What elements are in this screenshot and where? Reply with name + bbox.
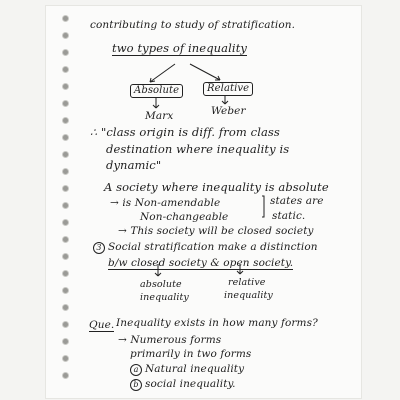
point-line-1: Social stratification make a distinction bbox=[108, 241, 318, 253]
binder-hole bbox=[63, 339, 68, 344]
note-heading: contributing to study of stratification. bbox=[90, 19, 296, 31]
point-line-2: b/w closed society & open society. bbox=[108, 257, 294, 269]
non-amendable: → is Non-amendable bbox=[110, 197, 221, 209]
item-a-marker: a bbox=[130, 364, 142, 376]
absolute-label: absolute bbox=[140, 279, 182, 290]
binder-hole bbox=[63, 322, 68, 327]
binder-hole bbox=[63, 237, 68, 242]
binder-hole bbox=[63, 356, 68, 361]
binder-hole bbox=[63, 254, 68, 259]
type-absolute-box: Absolute bbox=[130, 84, 183, 98]
binder-hole bbox=[63, 152, 68, 157]
item-b-text: social inequality. bbox=[145, 378, 236, 390]
point-3 bbox=[93, 241, 318, 254]
binder-hole bbox=[63, 169, 68, 174]
section-title: two types of inequality bbox=[112, 41, 248, 55]
bullet-dots: ∴ bbox=[90, 126, 98, 139]
binder-hole bbox=[63, 16, 68, 21]
question-text: Inequality exists in how many forms? bbox=[116, 317, 318, 329]
non-changeable: Non-changeable bbox=[140, 211, 229, 223]
relative-inequality-label: inequality bbox=[224, 290, 273, 301]
binder-hole bbox=[63, 288, 68, 293]
answer-line-2: primarily in two forms bbox=[130, 348, 252, 360]
item-b-marker: b bbox=[130, 379, 142, 391]
type-relative-box: Relative bbox=[203, 82, 253, 96]
absolute-inequality-label: inequality bbox=[140, 292, 189, 303]
binder-hole bbox=[63, 84, 68, 89]
point-number-circle: 3 bbox=[93, 242, 105, 254]
binder-hole bbox=[63, 203, 68, 208]
binder-hole bbox=[63, 101, 68, 106]
quote-line-2: destination where inequality is bbox=[106, 142, 290, 156]
states-are: states are bbox=[270, 195, 324, 207]
question-label: Que. bbox=[89, 319, 115, 331]
static-label: static. bbox=[272, 210, 306, 222]
answer-item-b bbox=[130, 378, 236, 391]
closed-society-line: → This society will be closed society bbox=[118, 225, 314, 237]
answer-line-1: → Numerous forms bbox=[118, 334, 222, 346]
binder-hole bbox=[63, 186, 68, 191]
quote-line-3: dynamic" bbox=[106, 158, 162, 172]
relative-label: relative bbox=[228, 277, 266, 288]
binder-hole bbox=[63, 67, 68, 72]
binder-holes bbox=[0, 0, 60, 400]
binder-hole bbox=[63, 135, 68, 140]
binder-hole bbox=[63, 305, 68, 310]
binder-hole bbox=[63, 373, 68, 378]
answer-item-a bbox=[130, 363, 244, 376]
binder-hole bbox=[63, 220, 68, 225]
society-line: A society where inequality is absolute bbox=[104, 180, 329, 194]
binder-hole bbox=[63, 271, 68, 276]
author-marx: Marx bbox=[145, 110, 174, 122]
binder-hole bbox=[63, 33, 68, 38]
author-weber: Weber bbox=[211, 105, 246, 117]
binder-hole bbox=[63, 50, 68, 55]
binder-hole bbox=[63, 118, 68, 123]
item-a-text: Natural inequality bbox=[145, 363, 245, 375]
quote-line-1: "class origin is diff. from class bbox=[101, 125, 280, 139]
